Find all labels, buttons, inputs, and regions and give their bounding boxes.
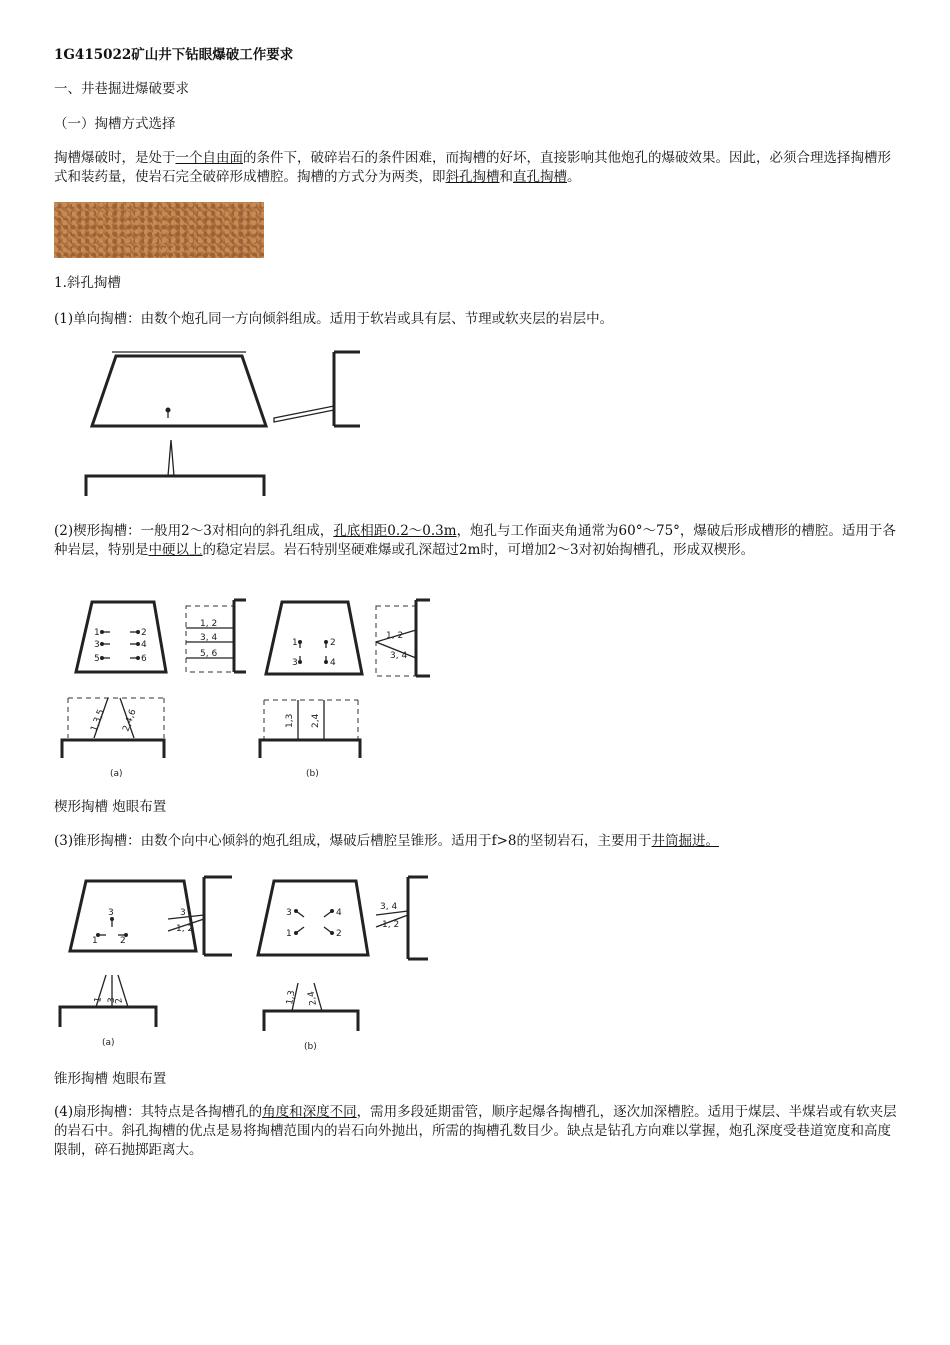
svg-text:1, 2: 1, 2 (176, 924, 194, 934)
svg-text:3: 3 (108, 908, 114, 918)
svg-text:3, 4: 3, 4 (390, 651, 408, 661)
svg-text:1: 1 (292, 638, 298, 648)
side-label-56: 5, 6 (200, 649, 218, 659)
svg-text:1: 1 (93, 996, 104, 1004)
hole-label-3: 3 (94, 640, 100, 650)
wedge-caption: 楔形掏槽 炮眼布置 (54, 799, 167, 815)
svg-text:4: 4 (336, 908, 342, 918)
svg-text:1, 2: 1, 2 (382, 920, 400, 930)
single-cut-diagram (78, 350, 378, 500)
svg-text:2: 2 (330, 638, 336, 648)
svg-text:(a): (a) (102, 1038, 115, 1048)
fig-a-label: (a) (110, 769, 123, 779)
hole-label-2: 2 (141, 628, 147, 638)
svg-text:1, 2: 1, 2 (386, 631, 404, 641)
bottom-label-246: 2,4,6 (121, 708, 139, 734)
intro-paragraph: 掏槽爆破时，是处于一个自由面的条件下，破碎岩石的条件困难，而掏槽的好坏，直接影响其他炮孔的爆破效果。因此，必须合理选择掏槽形式和装药量，使岩石完全破碎形成槽腔。掏槽的方式分为两类，即斜孔掏槽和直孔掏槽。 (54, 150, 891, 185)
svg-text:3: 3 (180, 908, 186, 918)
rock-texture-image (54, 202, 264, 258)
side-label-12: 1, 2 (200, 619, 218, 629)
hole-label-6: 6 (141, 654, 147, 664)
wedge-cut-paragraph: (2)楔形掏槽：一般用2～3对相向的斜孔组成，孔底相距0.2～0.3m，炮孔与工作面夹角通常为60°～75°，爆破后形成槽形的槽腔。适用于各种岩层，特别是中硬以上的稳定岩层。岩石特别坚硬难爆或孔深超过2m时，可增加2～3对初始掏槽孔，形成双楔形。 (54, 523, 896, 558)
svg-text:2,4: 2,4 (311, 713, 321, 728)
svg-text:3: 3 (107, 997, 117, 1003)
section-heading: 一、井巷掘进爆破要求 (54, 81, 189, 97)
doc-title: 1G415022矿山井下钻眼爆破工作要求 (54, 47, 294, 63)
fan-cut-paragraph: (4)扇形掏槽：其特点是各掏槽孔的角度和深度不同，需用多段延期雷管，顺序起爆各掏槽孔，逐次加深槽腔。适用于煤层、半煤岩或有软夹层的岩石中。斜孔掏槽的优点是易将掏槽范围内的岩石向外抛出，所需的掏槽孔数目少。缺点是钻孔方向难以掌握，炮孔深度受巷道宽度和高度限制，碎石抛掷距离大。 (54, 1104, 897, 1158)
cone-caption: 锥形掏槽 炮眼布置 (54, 1071, 167, 1087)
svg-text:3, 4: 3, 4 (380, 902, 398, 912)
svg-text:4: 4 (330, 658, 336, 668)
bottom-label-135: 1,3,5 (89, 708, 107, 734)
svg-text:2: 2 (120, 936, 126, 946)
hole-label-1: 1 (94, 628, 100, 638)
single-cut-paragraph: (1)单向掏槽：由数个炮孔同一方向倾斜组成。适用于软岩或具有层、节理或软夹层的岩层中。 (54, 311, 614, 327)
cone-cut-paragraph: (3)锥形掏槽：由数个向中心倾斜的炮孔组成，爆破后槽腔呈锥形。适用于f>8的坚韧岩石，主要用于井筒掘进。 (54, 833, 720, 849)
item1-heading: 1.斜孔掏槽 (54, 275, 121, 291)
svg-text:1: 1 (286, 929, 292, 939)
fig-b-label: (b) (306, 769, 319, 779)
hole-label-5: 5 (94, 654, 100, 664)
wedge-cut-diagram (60, 598, 440, 783)
subsection-heading: （一）掏槽方式选择 (54, 116, 176, 132)
hole-label-4: 4 (141, 640, 147, 650)
svg-text:(b): (b) (304, 1042, 317, 1052)
cone-cut-diagram (56, 875, 436, 1055)
svg-text:1,3: 1,3 (285, 989, 298, 1006)
svg-text:1: 1 (92, 936, 98, 946)
svg-text:1,3: 1,3 (285, 713, 295, 728)
svg-text:3: 3 (292, 658, 298, 668)
side-label-34: 3, 4 (200, 633, 218, 643)
svg-text:2: 2 (336, 929, 342, 939)
svg-text:3: 3 (286, 908, 292, 918)
svg-text:2: 2 (114, 996, 125, 1005)
svg-text:2,4: 2,4 (306, 990, 319, 1007)
